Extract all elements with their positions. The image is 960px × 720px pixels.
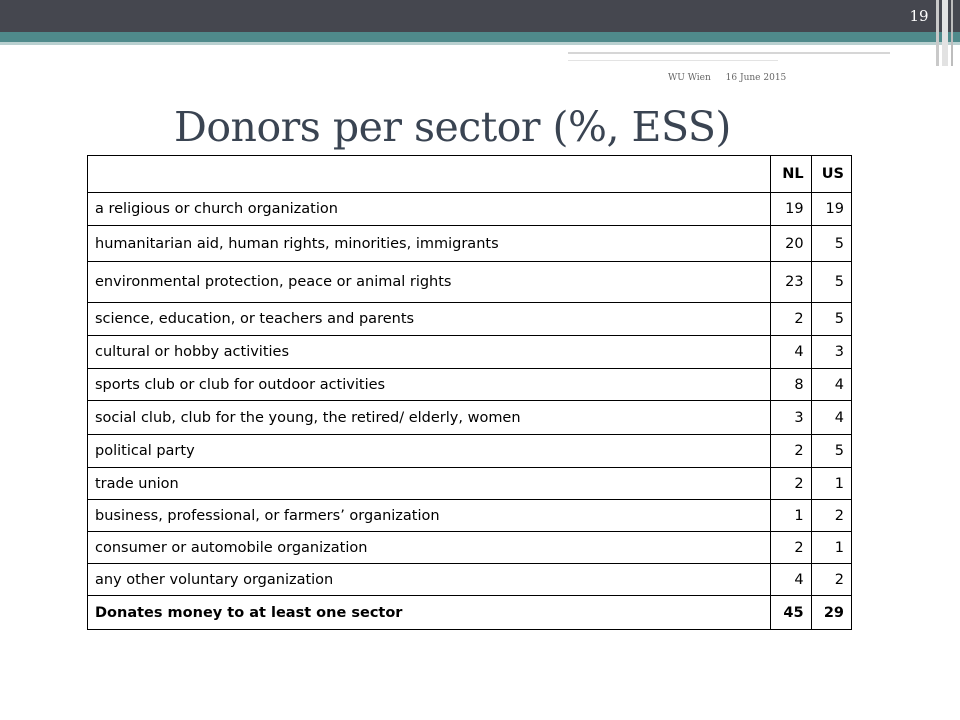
slide-number: 19 <box>909 7 929 25</box>
table-row <box>88 435 852 468</box>
table-row <box>88 369 852 401</box>
sector-cell: humanitarian aid, human rights, minorities, immigrants <box>88 226 771 262</box>
nl-cell: 23 <box>771 262 811 303</box>
us-cell: 4 <box>811 369 851 401</box>
sector-cell: cultural or hobby activities <box>88 336 771 369</box>
decorative-rule <box>568 60 778 61</box>
table-row <box>88 401 852 435</box>
total-nl-cell: 45 <box>771 596 811 630</box>
us-cell: 5 <box>811 435 851 468</box>
us-cell: 3 <box>811 336 851 369</box>
header-nl: NL <box>771 156 811 193</box>
nl-cell: 2 <box>771 303 811 336</box>
nl-cell: 4 <box>771 336 811 369</box>
nl-cell: 2 <box>771 468 811 500</box>
sector-cell: trade union <box>88 468 771 500</box>
sector-cell: consumer or automobile organization <box>88 532 771 564</box>
table-row <box>88 564 852 596</box>
decorative-stripe <box>942 0 948 66</box>
header-sector <box>88 156 771 193</box>
sector-cell: sports club or club for outdoor activities <box>88 369 771 401</box>
table-row <box>88 500 852 532</box>
sector-cell: political party <box>88 435 771 468</box>
table-row <box>88 532 852 564</box>
slide-top-bar <box>0 0 960 32</box>
table-row <box>88 336 852 369</box>
nl-cell: 2 <box>771 435 811 468</box>
us-cell: 5 <box>811 226 851 262</box>
slide-footer <box>668 73 798 83</box>
nl-cell: 3 <box>771 401 811 435</box>
sector-cell: environmental protection, peace or animal rights <box>88 262 771 303</box>
nl-cell: 2 <box>771 532 811 564</box>
us-cell: 1 <box>811 468 851 500</box>
decorative-stripe <box>951 0 953 66</box>
table-row <box>88 226 852 262</box>
footer-date: 16 June 2015 <box>725 73 787 83</box>
table-header-row <box>88 156 852 193</box>
table-total-row <box>88 596 852 630</box>
header-us: US <box>811 156 851 193</box>
nl-cell: 1 <box>771 500 811 532</box>
table-row <box>88 193 852 226</box>
nl-cell: 4 <box>771 564 811 596</box>
us-cell: 1 <box>811 532 851 564</box>
table-row <box>88 468 852 500</box>
sector-cell: any other voluntary organization <box>88 564 771 596</box>
footer-source: WU Wien <box>668 73 711 83</box>
us-cell: 5 <box>811 303 851 336</box>
us-cell: 5 <box>811 262 851 303</box>
table-row <box>88 262 852 303</box>
sector-cell: business, professional, or farmers’ organization <box>88 500 771 532</box>
sector-cell: social club, club for the young, the retired/ elderly, women <box>88 401 771 435</box>
sector-cell: a religious or church organization <box>88 193 771 226</box>
nl-cell: 8 <box>771 369 811 401</box>
table-row <box>88 303 852 336</box>
us-cell: 2 <box>811 564 851 596</box>
nl-cell: 20 <box>771 226 811 262</box>
slide-accent-band <box>0 32 960 42</box>
us-cell: 19 <box>811 193 851 226</box>
total-sector-cell: Donates money to at least one sector <box>88 596 771 630</box>
us-cell: 4 <box>811 401 851 435</box>
slide-accent-line <box>0 42 960 45</box>
slide-title: Donors per sector (%, ESS) <box>174 103 731 151</box>
us-cell: 2 <box>811 500 851 532</box>
donors-table <box>87 155 852 630</box>
sector-cell: science, education, or teachers and parents <box>88 303 771 336</box>
total-us-cell: 29 <box>811 596 851 630</box>
decorative-stripe <box>936 0 939 66</box>
decorative-rule <box>568 52 890 54</box>
nl-cell: 19 <box>771 193 811 226</box>
